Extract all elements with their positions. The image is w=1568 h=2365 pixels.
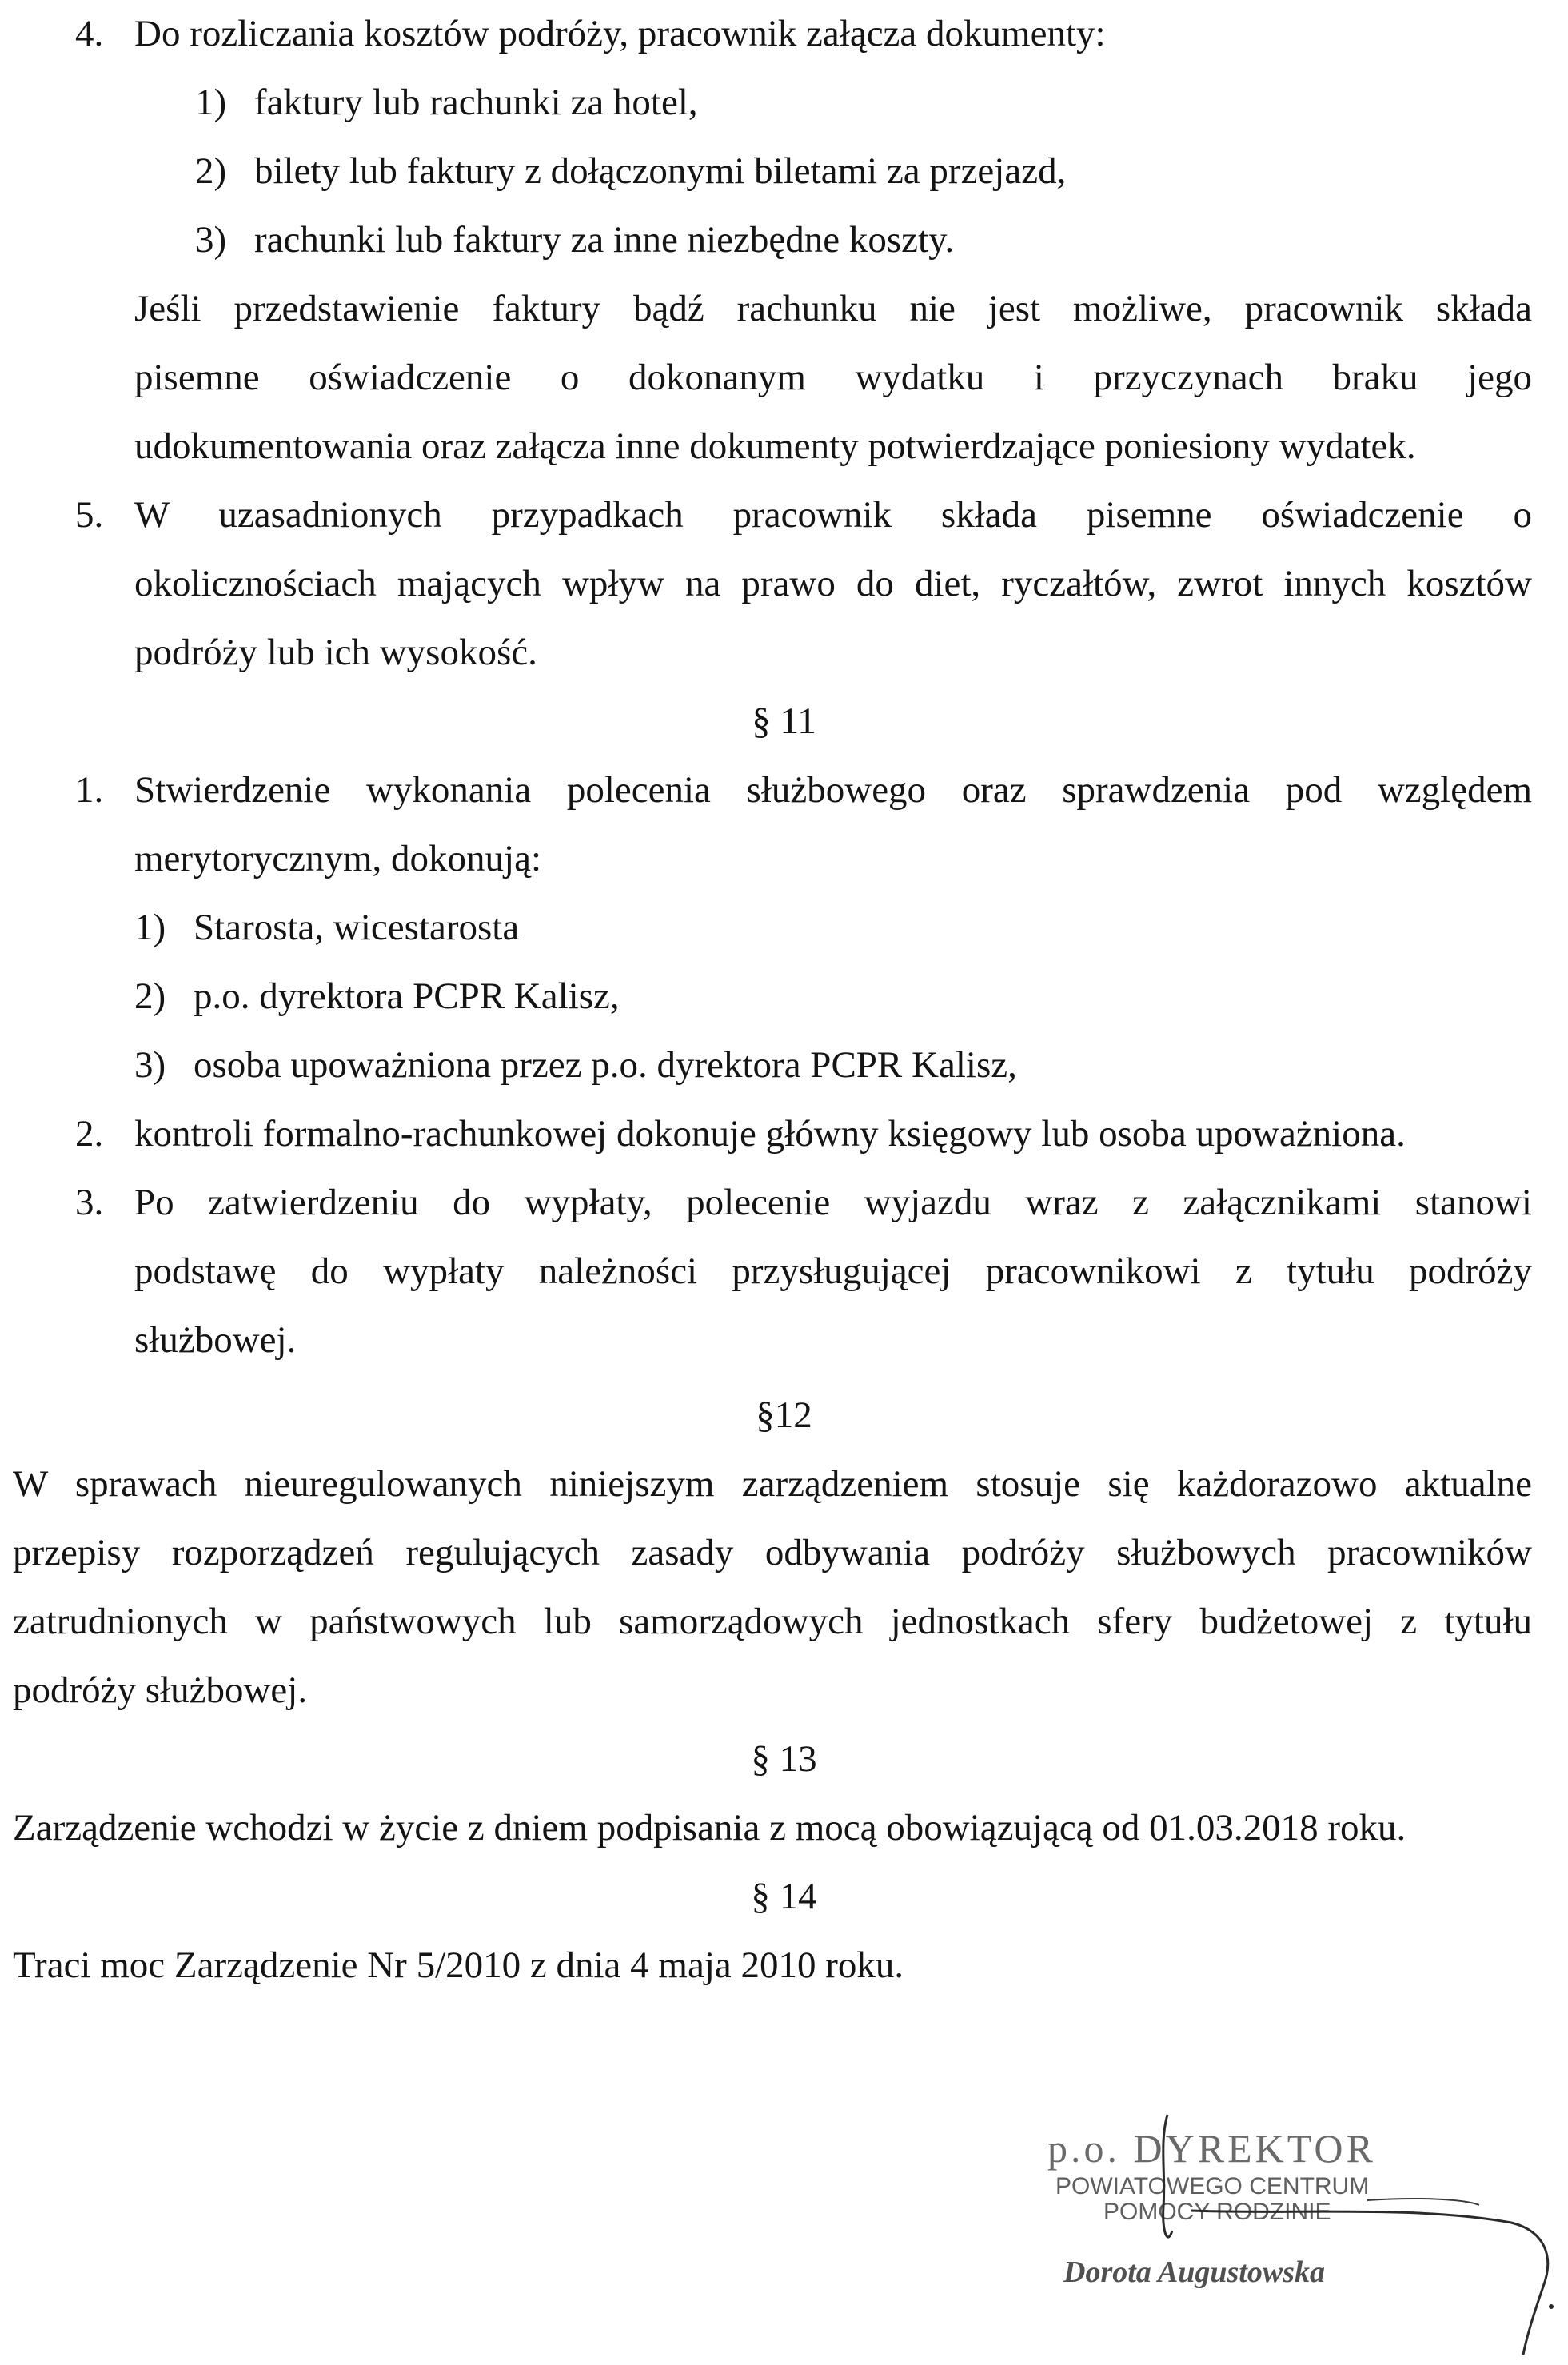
stamp-institution: POWIATOWEGO CENTRUM [1055,2173,1370,2199]
subitem-number: 1) [195,82,227,123]
section-heading: § 13 [751,1738,817,1780]
paragraph-line: W sprawach nieuregulowanych niniejszym zarządzeniem stosuje się każdorazowo aktualne [13,1463,1532,1505]
paragraph-line: merytorycznym, dokonują: [134,838,542,879]
subitem-text: p.o. dyrektora PCPR Kalisz, [194,975,620,1017]
subitem-text: faktury lub rachunki za hotel, [254,82,698,123]
stamp-signatory-name: Dorota Augustowska [1063,2255,1325,2289]
paragraph-line: Po zatwierdzeniu do wypłaty, polecenie wyjazdu wraz z załącznikami stanowi [134,1182,1532,1223]
subitem-number: 1) [134,907,166,948]
subitem-number: 3) [195,219,227,261]
paragraph-line: podróży lub ich wysokość. [134,632,537,673]
subitem-text: osoba upoważniona przez p.o. dyrektora PCPR Kalisz, [194,1044,1017,1086]
paragraph-line: pisemne oświadczenie o dokonanym wydatku i przyczynach braku jego [134,357,1532,398]
paragraph-line: okolicznościach mających wpływ na prawo do diet, ryczałtów, zwrot innych kosztów [134,563,1532,604]
paragraph-line: udokumentowania oraz załącza inne dokumenty potwierdzające poniesiony wydatek. [134,425,1416,467]
paragraph-line: podróży służbowej. [13,1669,308,1711]
item-number: 5. [75,494,104,536]
official-stamp [1031,2111,1559,2359]
paragraph-line: podstawę do wypłaty należności przysługującej pracownikowi z tytułu podróży [134,1250,1532,1292]
item-number: 1. [75,769,104,811]
paragraph-line: służbowej. [134,1319,297,1361]
item-number: 4. [75,13,104,54]
item-text: Do rozliczania kosztów podróży, pracownik załącza dokumenty: [134,13,1106,54]
subitem-number: 2) [195,150,227,192]
paragraph-line: Stwierdzenie wykonania polecenia służbowego oraz sprawdzenia pod względem [134,769,1532,811]
subitem-text: Starosta, wicestarosta [194,907,520,948]
subitem-text: bilety lub faktury z dołączonymi biletami za przejazd, [254,150,1067,192]
item-text: kontroli formalno-rachunkowej dokonuje główny księgowy lub osoba upoważniona. [134,1113,1406,1155]
section-heading: § 14 [751,1876,817,1917]
handwritten-signature [1031,2111,1559,2359]
subitem-number: 2) [134,975,166,1017]
item-number: 2. [75,1113,104,1155]
item-number: 3. [75,1182,104,1223]
stamp-institution-2: POMOCY RODZINIE [1103,2199,1331,2225]
subitem-number: 3) [134,1044,166,1086]
stamp-title: p.o. DYREKTOR [1047,2126,1376,2171]
paragraph-line: Traci moc Zarządzenie Nr 5/2010 z dnia 4 maja 2010 roku. [13,1944,904,1986]
paragraph-line: W uzasadnionych przypadkach pracownik składa pisemne oświadczenie o [134,494,1532,536]
paragraph-line: Zarządzenie wchodzi w życie z dniem podpisania z mocą obowiązującą od 01.03.2018 roku. [13,1807,1406,1849]
subitem-text: rachunki lub faktury za inne niezbędne koszty. [254,219,955,261]
paragraph-line: Jeśli przedstawienie faktury bądź rachunku nie jest możliwe, pracownik składa [134,288,1532,329]
section-heading: § 11 [752,700,816,742]
paragraph-line: przepisy rozporządzeń regulujących zasady odbywania podróży służbowych pracowników [13,1532,1532,1573]
paragraph-line: zatrudnionych w państwowych lub samorządowych jednostkach sfery budżetowej z tytułu [13,1601,1532,1642]
section-heading: §12 [756,1394,812,1436]
